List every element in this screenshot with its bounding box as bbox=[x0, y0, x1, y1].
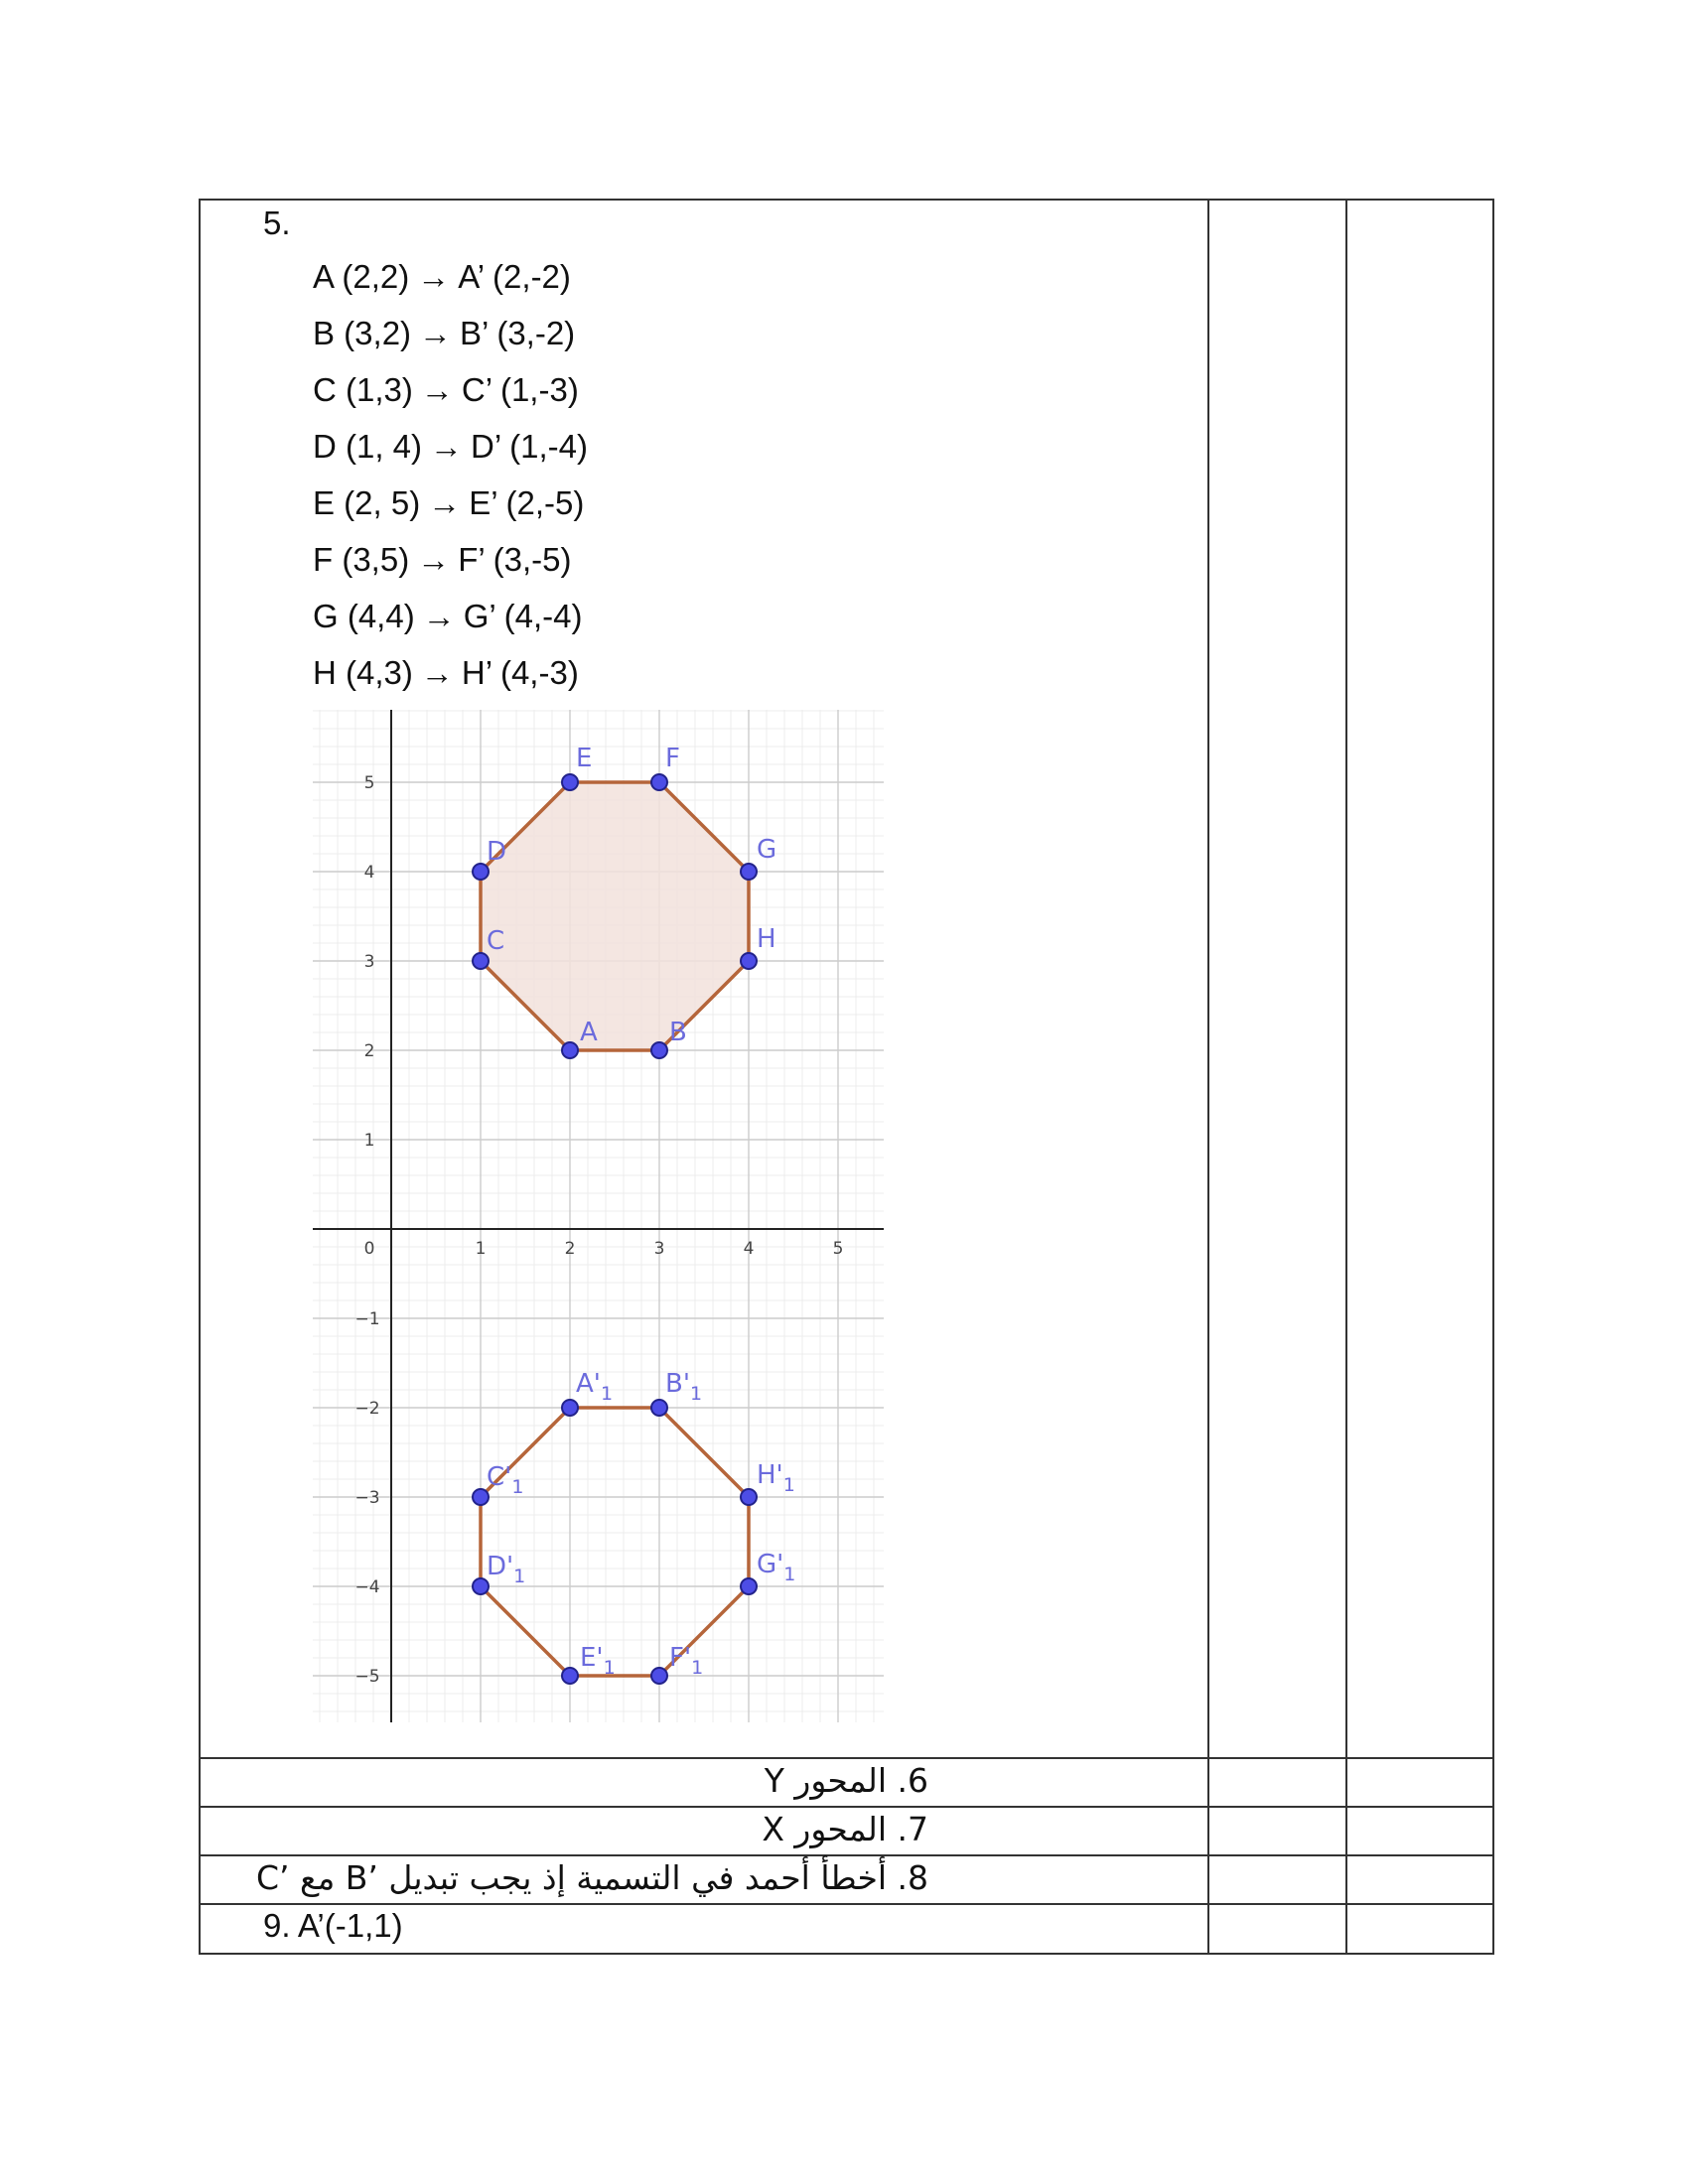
point-label-b: B bbox=[669, 1018, 687, 1047]
point-e bbox=[562, 774, 578, 790]
point-h bbox=[741, 953, 757, 969]
row-divider bbox=[199, 1903, 1494, 1905]
x-tick-label: 4 bbox=[743, 1239, 755, 1259]
point-b-prime bbox=[651, 1400, 667, 1416]
y-tick-label: −3 bbox=[354, 1488, 380, 1508]
mapping-line: C (1,3) → C’ (1,-3) bbox=[313, 371, 579, 408]
answer-7: 7. المحور X bbox=[762, 1810, 928, 1848]
table-border-bottom bbox=[199, 1953, 1494, 1955]
x-tick-label: 3 bbox=[653, 1239, 665, 1259]
point-label-f-prime: $F'_1$ bbox=[669, 1643, 704, 1679]
y-tick-label: 2 bbox=[363, 1041, 375, 1061]
y-tick-label: 4 bbox=[363, 863, 375, 883]
table-border-top bbox=[199, 199, 1494, 201]
y-tick-label: 3 bbox=[363, 952, 375, 972]
point-label-g-prime: $G'_1$ bbox=[757, 1550, 796, 1585]
x-tick-label: 1 bbox=[475, 1239, 487, 1259]
point-e-prime bbox=[562, 1668, 578, 1684]
point-b bbox=[651, 1042, 667, 1058]
mapping-line: E (2, 5) → E’ (2,-5) bbox=[313, 484, 585, 521]
mapping-list bbox=[313, 248, 588, 701]
point-g-prime bbox=[741, 1578, 757, 1594]
answer-8: 8. أخطأ أحمد في التسمية إذ يجب تبديل ’B مع ’C bbox=[256, 1858, 928, 1897]
y-tick-label: 5 bbox=[363, 773, 375, 793]
reflected-octagon bbox=[481, 1408, 749, 1676]
row-divider bbox=[199, 1806, 1494, 1808]
mapping-line: D (1, 4) → D’ (1,-4) bbox=[313, 428, 588, 465]
point-label-c-prime: $C'_1$ bbox=[487, 1462, 524, 1498]
answer-6: 6. المحور Y bbox=[764, 1761, 928, 1800]
point-label-b-prime: $B'_1$ bbox=[665, 1369, 703, 1405]
point-label-f: F bbox=[665, 744, 680, 773]
point-label-c: C bbox=[487, 926, 505, 956]
point-label-d-prime: $D'_1$ bbox=[487, 1552, 526, 1587]
point-label-d: D bbox=[487, 837, 507, 867]
point-label-e-prime: $E'_1$ bbox=[580, 1643, 616, 1679]
point-label-e: E bbox=[576, 744, 593, 773]
point-g bbox=[741, 864, 757, 880]
original-octagon bbox=[481, 782, 749, 1050]
point-label-h-prime: $H'_1$ bbox=[757, 1460, 795, 1496]
point-a-prime bbox=[562, 1400, 578, 1416]
question-5-number: 5. bbox=[263, 205, 291, 241]
mapping-line: H (4,3) → H’ (4,-3) bbox=[313, 654, 579, 691]
point-label-h: H bbox=[757, 924, 776, 954]
table-border-right bbox=[1492, 199, 1494, 1955]
point-h-prime bbox=[741, 1489, 757, 1505]
column-divider bbox=[1207, 199, 1209, 1955]
mapping-line: B (3,2) → B’ (3,-2) bbox=[313, 315, 576, 351]
mapping-line: G (4,4) → G’ (4,-4) bbox=[313, 598, 583, 634]
answer-9: 9. A’(-1,1) bbox=[263, 1907, 403, 1944]
point-f bbox=[651, 774, 667, 790]
y-tick-label: 1 bbox=[363, 1131, 375, 1151]
point-label-g: G bbox=[757, 835, 777, 865]
x-tick-label: 5 bbox=[832, 1239, 844, 1259]
y-tick-label: −5 bbox=[354, 1667, 380, 1687]
mapping-line: A (2,2) → A’ (2,-2) bbox=[313, 258, 571, 295]
table-border-left bbox=[199, 199, 201, 1955]
point-label-a: A bbox=[580, 1018, 598, 1047]
point-a bbox=[562, 1042, 578, 1058]
x-tick-label: 2 bbox=[564, 1239, 576, 1259]
column-divider bbox=[1345, 199, 1347, 1955]
y-tick-label: −1 bbox=[354, 1309, 380, 1329]
coordinate-graph bbox=[313, 710, 884, 1722]
y-tick-label: −2 bbox=[354, 1399, 380, 1419]
x-tick-label: 0 bbox=[363, 1239, 375, 1259]
point-label-a-prime: $A'_1$ bbox=[576, 1369, 614, 1405]
answer-table bbox=[199, 199, 1494, 1956]
row-divider bbox=[199, 1757, 1494, 1759]
mapping-line: F (3,5) → F’ (3,-5) bbox=[313, 541, 572, 578]
y-tick-label: −4 bbox=[354, 1577, 380, 1597]
point-f-prime bbox=[651, 1668, 667, 1684]
row-divider bbox=[199, 1854, 1494, 1856]
